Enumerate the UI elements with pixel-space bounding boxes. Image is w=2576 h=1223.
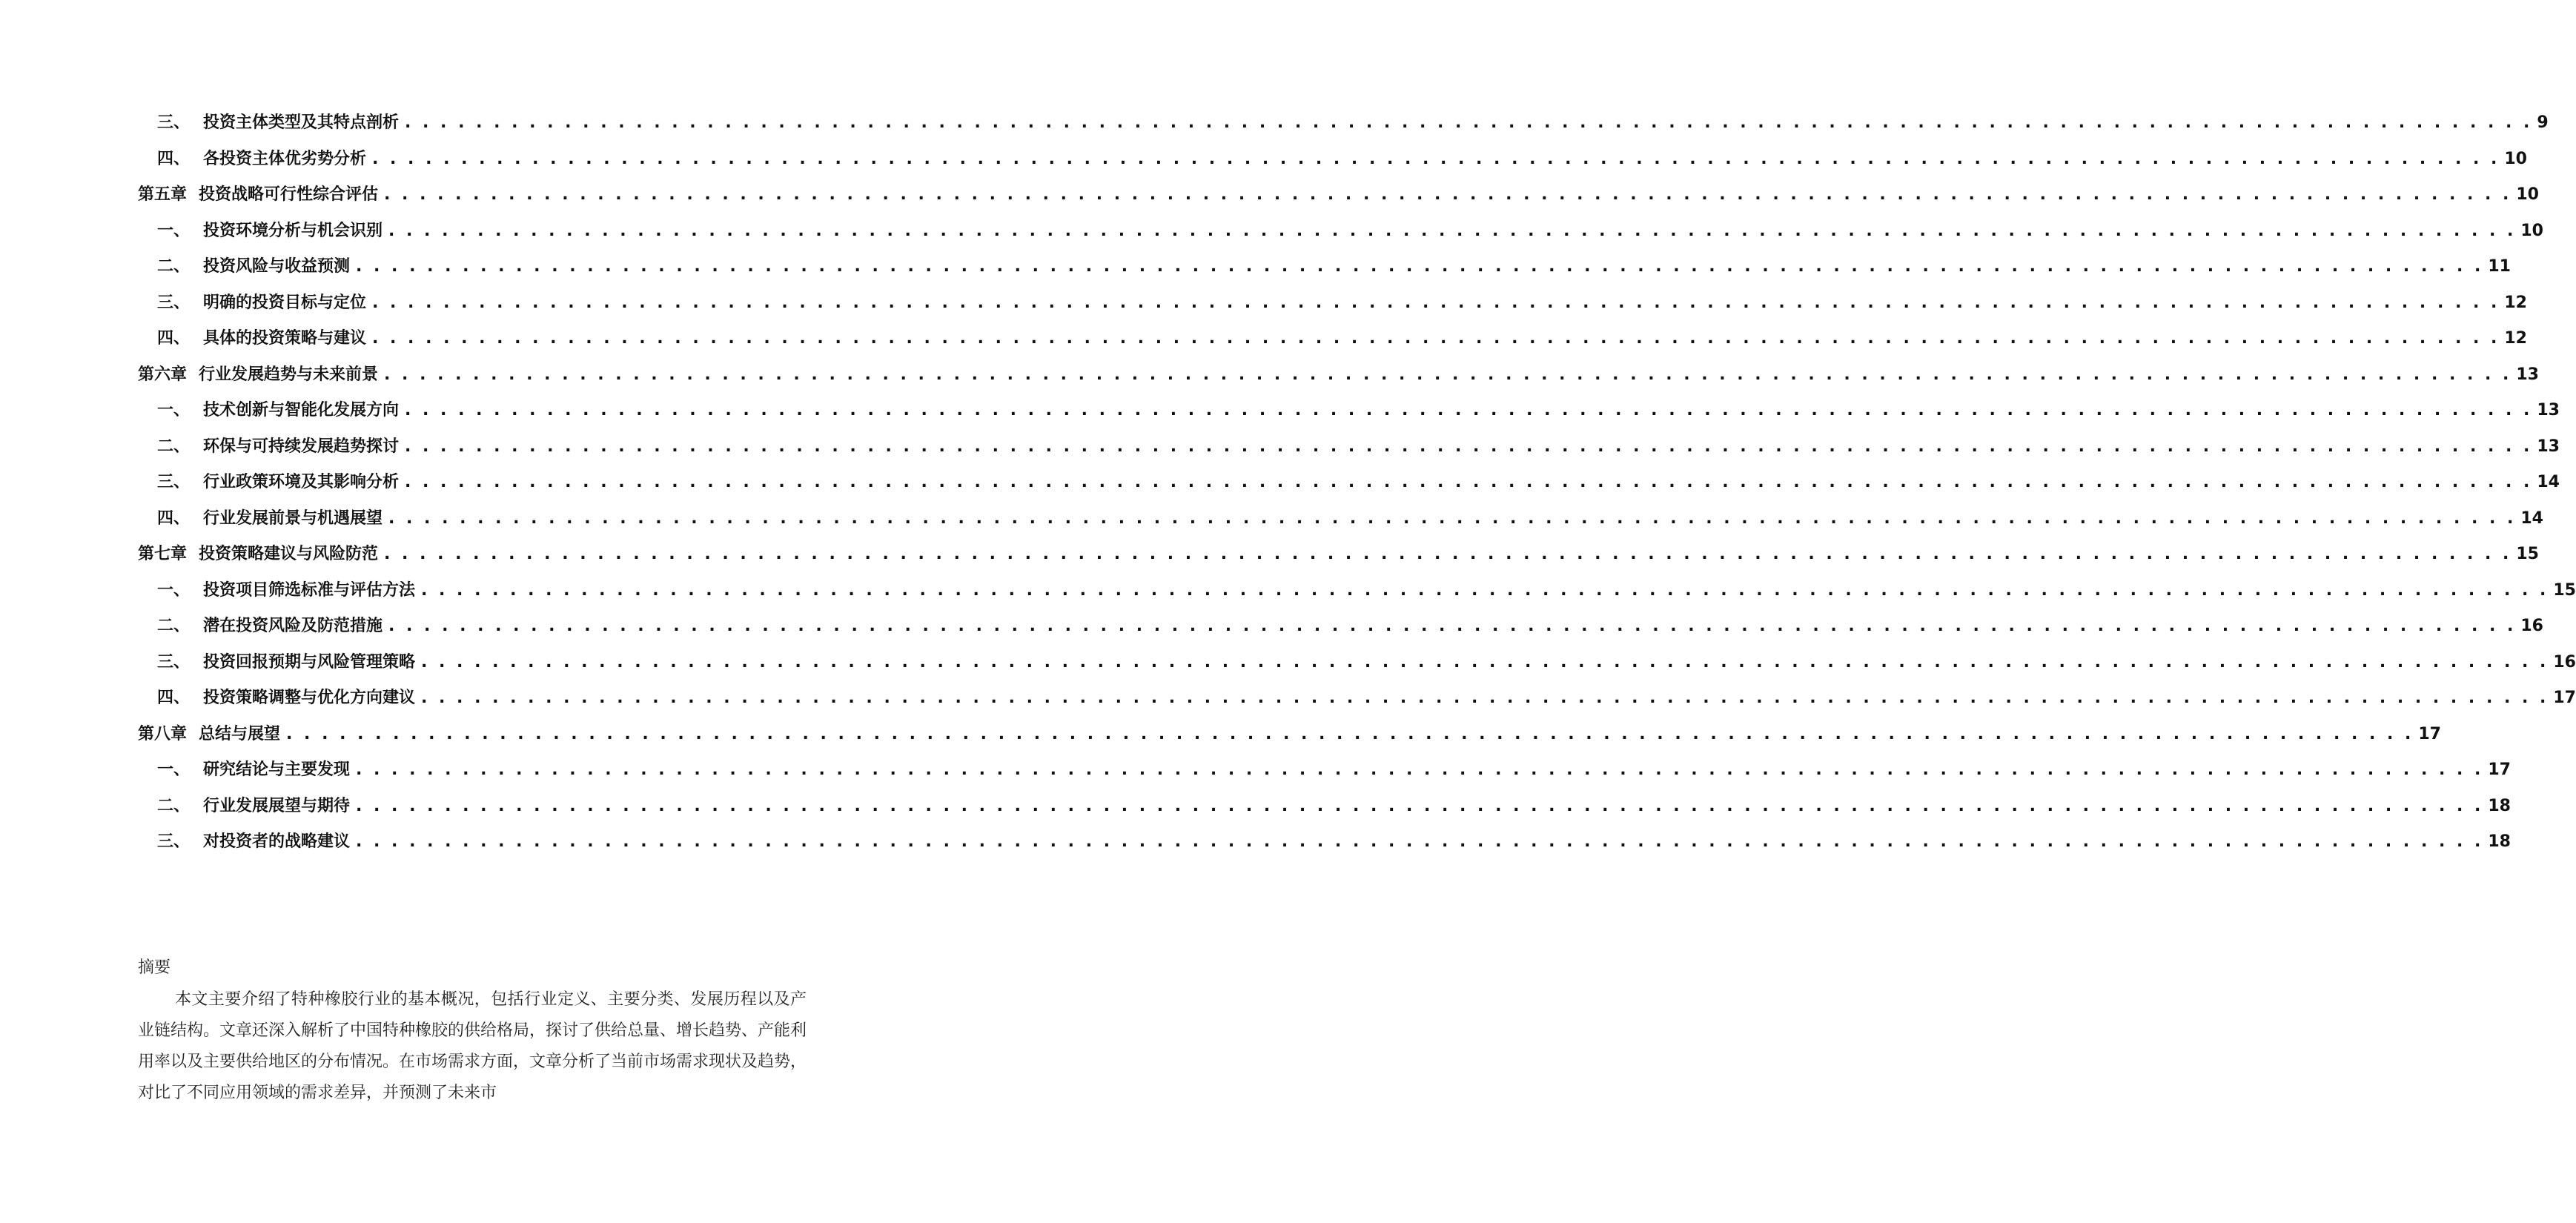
toc-entry-number: 二、 <box>157 617 191 635</box>
toc-dot-leader: . . . . . . . . . . . . . . . . . . . . . . . . . . . . . . . . . . . . . . . . . . . . . . . . . . . . . . . . . . . . . . . . . . . . . . . . . . . . . . . . . . . . . . . . . . . . . . . . . . . . . . . . . . . . . . . . . . . . . . . . <box>356 760 2484 779</box>
toc-entry-title: 投资策略建议与风险防范 <box>199 545 379 563</box>
toc-entry-title: 行业发展趋势与未来前景 <box>199 365 379 384</box>
toc-dot-leader: . . . . . . . . . . . . . . . . . . . . . . . . . . . . . . . . . . . . . . . . . . . . . . . . . . . . . . . . . . . . . . . . . . . . . . . . . . . . . . . . . . . . . . . . . . . . . . . . . . . . . . . . . . . . . . . . . . . . . . . . <box>286 724 2414 743</box>
toc-dot-leader: . . . . . . . . . . . . . . . . . . . . . . . . . . . . . . . . . . . . . . . . . . . . . . . . . . . . . . . . . . . . . . . . . . . . . . . . . . . . . . . . . . . . . . . . . . . . . . . . . . . . . . . . . . . . . . . . . . . . . . . . <box>405 473 2533 491</box>
toc-dot-leader: . . . . . . . . . . . . . . . . . . . . . . . . . . . . . . . . . . . . . . . . . . . . . . . . . . . . . . . . . . . . . . . . . . . . . . . . . . . . . . . . . . . . . . . . . . . . . . . . . . . . . . . . . . . . . . . . . . . . . . . . <box>421 580 2549 600</box>
toc-entry-title: 技术创新与智能化发展方向 <box>203 401 400 420</box>
abstract-section <box>138 955 807 1110</box>
toc-dot-leader: . . . . . . . . . . . . . . . . . . . . . . . . . . . . . . . . . . . . . . . . . . . . . . . . . . . . . . . . . . . . . . . . . . . . . . . . . . . . . . . . . . . . . . . . . . . . . . . . . . . . . . . . . . . . . . . . . . . . . . . . <box>405 437 2533 456</box>
toc-entry-page-number: 11 <box>2488 257 2511 276</box>
toc-dot-leader: . . . . . . . . . . . . . . . . . . . . . . . . . . . . . . . . . . . . . . . . . . . . . . . . . . . . . . . . . . . . . . . . . . . . . . . . . . . . . . . . . . . . . . . . . . . . . . . . . . . . . . . . . . . . . . . . . . . . . . . . <box>388 221 2517 240</box>
toc-entry[interactable] <box>138 393 2560 429</box>
toc-dot-leader: . . . . . . . . . . . . . . . . . . . . . . . . . . . . . . . . . . . . . . . . . . . . . . . . . . . . . . . . . . . . . . . . . . . . . . . . . . . . . . . . . . . . . . . . . . . . . . . . . . . . . . . . . . . . . . . . . . . . . . . . <box>372 149 2500 168</box>
toc-entry-page-number: 17 <box>2553 689 2576 707</box>
toc-entry-page-number: 10 <box>2520 221 2543 240</box>
toc-entry-page-number: 17 <box>2418 724 2441 743</box>
abstract-body: 本文主要介绍了特种橡胶行业的基本概况，包括行业定义、主要分类、发展历程以及产业链结构。文章还深入解析了中国特种橡胶的供给格局，探讨了供给总量、增长趋势、产能利用率以及主要供给地区的分布情况。在市场需求方面，文章分析了当前市场需求现状及趋势，对比了不同应用领域的需求差异，并预测了未来市 <box>138 990 807 1102</box>
toc-entry-number: 三、 <box>157 832 191 851</box>
toc-entry-number: 三、 <box>157 293 191 312</box>
toc-entry-title: 行业发展展望与期待 <box>203 796 351 815</box>
toc-entry-page-number: 14 <box>2520 508 2543 528</box>
toc-entry-number: 一、 <box>157 401 191 420</box>
toc-entry[interactable] <box>138 177 2539 213</box>
toc-entry[interactable] <box>138 645 2576 681</box>
toc-entry-title: 研究结论与主要发现 <box>203 760 351 779</box>
toc-entry[interactable] <box>138 105 2549 142</box>
toc-dot-leader: . . . . . . . . . . . . . . . . . . . . . . . . . . . . . . . . . . . . . . . . . . . . . . . . . . . . . . . . . . . . . . . . . . . . . . . . . . . . . . . . . . . . . . . . . . . . . . . . . . . . . . . . . . . . . . . . . . . . . . . . <box>384 545 2512 563</box>
toc-entry-page-number: 12 <box>2504 329 2527 348</box>
toc-entry-page-number: 15 <box>2553 580 2576 600</box>
toc-dot-leader: . . . . . . . . . . . . . . . . . . . . . . . . . . . . . . . . . . . . . . . . . . . . . . . . . . . . . . . . . . . . . . . . . . . . . . . . . . . . . . . . . . . . . . . . . . . . . . . . . . . . . . . . . . . . . . . . . . . . . . . . <box>356 832 2484 851</box>
toc-entry-page-number: 18 <box>2488 832 2511 851</box>
toc-dot-leader: . . . . . . . . . . . . . . . . . . . . . . . . . . . . . . . . . . . . . . . . . . . . . . . . . . . . . . . . . . . . . . . . . . . . . . . . . . . . . . . . . . . . . . . . . . . . . . . . . . . . . . . . . . . . . . . . . . . . . . . . <box>405 113 2533 132</box>
toc-entry[interactable] <box>138 752 2511 789</box>
toc-entry-title: 投资战略可行性综合评估 <box>199 185 379 204</box>
toc-entry-number: 第六章 <box>138 365 188 384</box>
toc-entry-number: 三、 <box>157 113 191 132</box>
toc-entry-page-number: 16 <box>2553 652 2576 672</box>
toc-dot-leader: . . . . . . . . . . . . . . . . . . . . . . . . . . . . . . . . . . . . . . . . . . . . . . . . . . . . . . . . . . . . . . . . . . . . . . . . . . . . . . . . . . . . . . . . . . . . . . . . . . . . . . . . . . . . . . . . . . . . . . . . <box>421 652 2549 672</box>
toc-dot-leader: . . . . . . . . . . . . . . . . . . . . . . . . . . . . . . . . . . . . . . . . . . . . . . . . . . . . . . . . . . . . . . . . . . . . . . . . . . . . . . . . . . . . . . . . . . . . . . . . . . . . . . . . . . . . . . . . . . . . . . . . <box>388 617 2517 635</box>
toc-dot-leader: . . . . . . . . . . . . . . . . . . . . . . . . . . . . . . . . . . . . . . . . . . . . . . . . . . . . . . . . . . . . . . . . . . . . . . . . . . . . . . . . . . . . . . . . . . . . . . . . . . . . . . . . . . . . . . . . . . . . . . . . <box>372 293 2500 312</box>
toc-entry-title: 投资风险与收益预测 <box>203 257 351 276</box>
toc-entry-page-number: 12 <box>2504 293 2527 312</box>
toc-entry[interactable] <box>138 789 2511 825</box>
toc-entry-number: 第七章 <box>138 545 188 563</box>
toc-entry[interactable] <box>138 824 2511 861</box>
toc-entry-number: 二、 <box>157 257 191 276</box>
toc-entry-title: 具体的投资策略与建议 <box>203 329 367 348</box>
toc-entry-page-number: 9 <box>2537 113 2549 132</box>
toc-entry-page-number: 13 <box>2537 437 2560 456</box>
toc-entry-number: 四、 <box>157 149 191 168</box>
toc-dot-leader: . . . . . . . . . . . . . . . . . . . . . . . . . . . . . . . . . . . . . . . . . . . . . . . . . . . . . . . . . . . . . . . . . . . . . . . . . . . . . . . . . . . . . . . . . . . . . . . . . . . . . . . . . . . . . . . . . . . . . . . . <box>356 257 2484 276</box>
toc-entry[interactable] <box>138 321 2527 357</box>
toc-entry-title: 行业政策环境及其影响分析 <box>203 473 400 491</box>
toc-entry[interactable] <box>138 429 2560 465</box>
toc-entry-number: 一、 <box>157 221 191 240</box>
toc-entry-page-number: 10 <box>2504 149 2527 168</box>
toc-entry[interactable] <box>138 609 2543 645</box>
toc-entry-page-number: 16 <box>2520 617 2543 635</box>
toc-dot-leader: . . . . . . . . . . . . . . . . . . . . . . . . . . . . . . . . . . . . . . . . . . . . . . . . . . . . . . . . . . . . . . . . . . . . . . . . . . . . . . . . . . . . . . . . . . . . . . . . . . . . . . . . . . . . . . . . . . . . . . . . <box>384 185 2512 204</box>
toc-entry-number: 三、 <box>157 652 191 672</box>
toc-entry-number: 四、 <box>157 329 191 348</box>
toc-entry-number: 二、 <box>157 796 191 815</box>
toc-entry-page-number: 15 <box>2516 545 2539 563</box>
toc-entry[interactable] <box>138 357 2539 394</box>
toc-entry-number: 一、 <box>157 760 191 779</box>
toc-entry-title: 环保与可持续发展趋势探讨 <box>203 437 400 456</box>
toc-dot-leader: . . . . . . . . . . . . . . . . . . . . . . . . . . . . . . . . . . . . . . . . . . . . . . . . . . . . . . . . . . . . . . . . . . . . . . . . . . . . . . . . . . . . . . . . . . . . . . . . . . . . . . . . . . . . . . . . . . . . . . . . <box>356 796 2484 815</box>
toc-entry-number: 第五章 <box>138 185 188 204</box>
toc-entry-page-number: 13 <box>2537 401 2560 420</box>
toc-entry-title: 各投资主体优劣势分析 <box>203 149 367 168</box>
toc-entry-number: 四、 <box>157 508 191 528</box>
toc-entry[interactable] <box>138 501 2543 537</box>
toc-dot-leader: . . . . . . . . . . . . . . . . . . . . . . . . . . . . . . . . . . . . . . . . . . . . . . . . . . . . . . . . . . . . . . . . . . . . . . . . . . . . . . . . . . . . . . . . . . . . . . . . . . . . . . . . . . . . . . . . . . . . . . . . <box>421 689 2549 707</box>
toc-entry-number: 一、 <box>157 580 191 600</box>
toc-entry-title: 行业发展前景与机遇展望 <box>203 508 383 528</box>
toc-entry[interactable] <box>138 573 2576 609</box>
toc-entry-title: 投资主体类型及其特点剖析 <box>203 113 400 132</box>
toc-entry-title: 对投资者的战略建议 <box>203 832 351 851</box>
toc-entry-number: 三、 <box>157 473 191 491</box>
abstract-title: 摘要 <box>138 958 171 977</box>
table-of-contents <box>138 105 2576 861</box>
toc-entry-number: 第八章 <box>138 724 188 743</box>
toc-dot-leader: . . . . . . . . . . . . . . . . . . . . . . . . . . . . . . . . . . . . . . . . . . . . . . . . . . . . . . . . . . . . . . . . . . . . . . . . . . . . . . . . . . . . . . . . . . . . . . . . . . . . . . . . . . . . . . . . . . . . . . . . <box>372 329 2500 348</box>
toc-entry[interactable] <box>138 465 2560 501</box>
toc-dot-leader: . . . . . . . . . . . . . . . . . . . . . . . . . . . . . . . . . . . . . . . . . . . . . . . . . . . . . . . . . . . . . . . . . . . . . . . . . . . . . . . . . . . . . . . . . . . . . . . . . . . . . . . . . . . . . . . . . . . . . . . . <box>388 508 2517 528</box>
toc-dot-leader: . . . . . . . . . . . . . . . . . . . . . . . . . . . . . . . . . . . . . . . . . . . . . . . . . . . . . . . . . . . . . . . . . . . . . . . . . . . . . . . . . . . . . . . . . . . . . . . . . . . . . . . . . . . . . . . . . . . . . . . . <box>405 401 2533 420</box>
toc-entry-title: 投资项目筛选标准与评估方法 <box>203 580 416 600</box>
toc-entry-page-number: 10 <box>2516 185 2539 204</box>
toc-entry[interactable] <box>138 717 2441 753</box>
toc-entry[interactable] <box>138 213 2543 250</box>
toc-entry-page-number: 17 <box>2488 760 2511 779</box>
toc-entry-title: 潜在投资风险及防范措施 <box>203 617 383 635</box>
toc-entry[interactable] <box>138 142 2527 178</box>
toc-entry[interactable] <box>138 249 2511 285</box>
toc-entry-title: 投资回报预期与风险管理策略 <box>203 652 416 672</box>
toc-entry-number: 二、 <box>157 437 191 456</box>
toc-dot-leader: . . . . . . . . . . . . . . . . . . . . . . . . . . . . . . . . . . . . . . . . . . . . . . . . . . . . . . . . . . . . . . . . . . . . . . . . . . . . . . . . . . . . . . . . . . . . . . . . . . . . . . . . . . . . . . . . . . . . . . . . <box>384 365 2512 384</box>
toc-entry-page-number: 13 <box>2516 365 2539 384</box>
toc-entry-title: 明确的投资目标与定位 <box>203 293 367 312</box>
toc-entry-page-number: 18 <box>2488 796 2511 815</box>
toc-entry-number: 四、 <box>157 689 191 707</box>
toc-entry[interactable] <box>138 537 2539 573</box>
toc-entry-page-number: 14 <box>2537 473 2560 491</box>
toc-entry[interactable] <box>138 285 2527 322</box>
toc-entry-title: 投资策略调整与优化方向建议 <box>203 689 416 707</box>
toc-entry-title: 总结与展望 <box>199 724 281 743</box>
toc-entry-title: 投资环境分析与机会识别 <box>203 221 383 240</box>
toc-entry[interactable] <box>138 680 2576 717</box>
